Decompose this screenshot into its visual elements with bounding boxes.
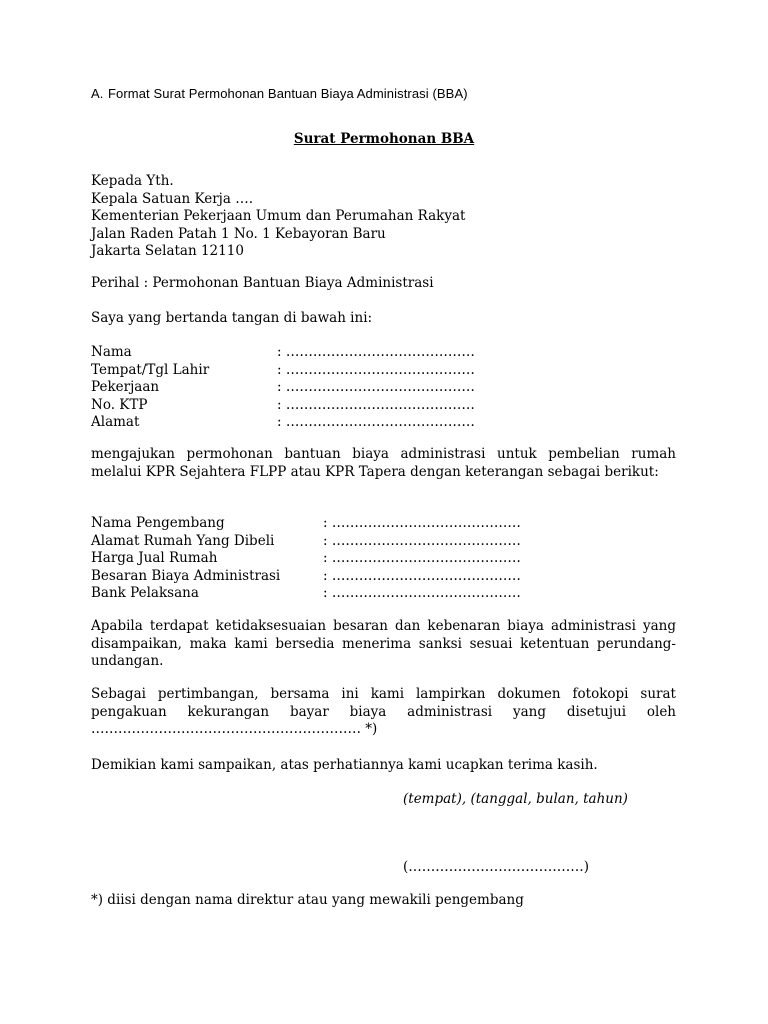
field-label: Besaran Biaya Administrasi (91, 567, 281, 584)
section-heading (91, 86, 468, 101)
field-blank: : …………………………………… (277, 344, 475, 360)
field-blank: : …………………………………… (323, 515, 521, 531)
footnote: *) diisi dengan nama direktur atau yang mewakili pengembang (91, 892, 524, 908)
request-paragraph: mengajukan permohonan bantuan biaya administrasi untuk pembelian rumah melalui KPR Sejahtera FLPP atau KPR Tapera dengan keterangan sebagai berikut: (91, 446, 676, 480)
form-row (91, 550, 676, 568)
field-label: Bank Pelaksana (91, 585, 199, 601)
form-row (91, 533, 676, 551)
form-row (91, 379, 676, 397)
field-label: Alamat (91, 414, 140, 430)
field-blank: : …………………………………… (323, 550, 521, 566)
property-fields (91, 515, 676, 603)
field-blank: : …………………………………… (277, 361, 475, 378)
field-blank: : …………………………………… (277, 379, 475, 395)
field-label: Alamat Rumah Yang Dibeli (91, 532, 275, 549)
addressee-block (91, 173, 676, 261)
field-label: Tempat/Tgl Lahir (91, 361, 210, 378)
attachment-paragraph: Sebagai pertimbangan, bersama ini kami lampirkan dokumen fotokopi surat pengakuan kekurangan bayar biaya administrasi yang disetujui oleh …………………………………………………… *) (91, 686, 676, 737)
field-label: Pekerjaan (91, 379, 160, 395)
signature-line: (…………………………………) (403, 859, 590, 875)
field-blank: : …………………………………… (323, 585, 521, 601)
field-label: Harga Jual Rumah (91, 550, 218, 566)
addressee-line: Kementerian Pekerjaan Umum dan Perumahan Rakyat (91, 208, 466, 224)
section-number: A. (91, 86, 104, 101)
letter-title: Surat Permohonan BBA (293, 131, 475, 147)
field-blank: : …………………………………… (323, 567, 521, 584)
intro-line: Saya yang bertanda tangan di bawah ini: (91, 310, 373, 326)
field-label: Nama Pengembang (91, 515, 225, 531)
addressee-line: Kepala Satuan Kerja …. (91, 190, 253, 207)
form-row (91, 414, 676, 432)
addressee-line: Jalan Raden Patah 1 No. 1 Kebayoran Baru (91, 225, 386, 242)
place-date: (tempat), (tanggal, bulan, tahun) (403, 791, 628, 807)
applicant-fields (91, 344, 676, 432)
form-row (91, 397, 676, 415)
field-label: Nama (91, 344, 132, 360)
form-row (91, 568, 676, 586)
section-heading-text: Format Surat Permohonan Bantuan Biaya Administrasi (BBA) (108, 86, 468, 101)
form-row (91, 362, 676, 380)
form-row (91, 515, 676, 533)
addressee-line: Kepada Yth. (91, 173, 174, 189)
subject-line: Perihal : Permohonan Bantuan Biaya Administrasi (91, 275, 434, 291)
sanction-paragraph: Apabila terdapat ketidaksesuaian besaran dan kebenaran biaya administrasi yang disampaikan, maka kami bersedia menerima sanksi sesuai ketentuan perundang-undangan. (91, 618, 676, 669)
form-row (91, 585, 676, 603)
field-label: No. KTP (91, 396, 148, 413)
field-blank: : …………………………………… (323, 532, 521, 549)
addressee-line: Jakarta Selatan 12110 (91, 243, 244, 259)
field-blank: : …………………………………… (277, 396, 475, 413)
field-blank: : …………………………………… (277, 414, 475, 430)
closing-line: Demikian kami sampaikan, atas perhatiannya kami ucapkan terima kasih. (91, 757, 598, 773)
form-row (91, 344, 676, 362)
